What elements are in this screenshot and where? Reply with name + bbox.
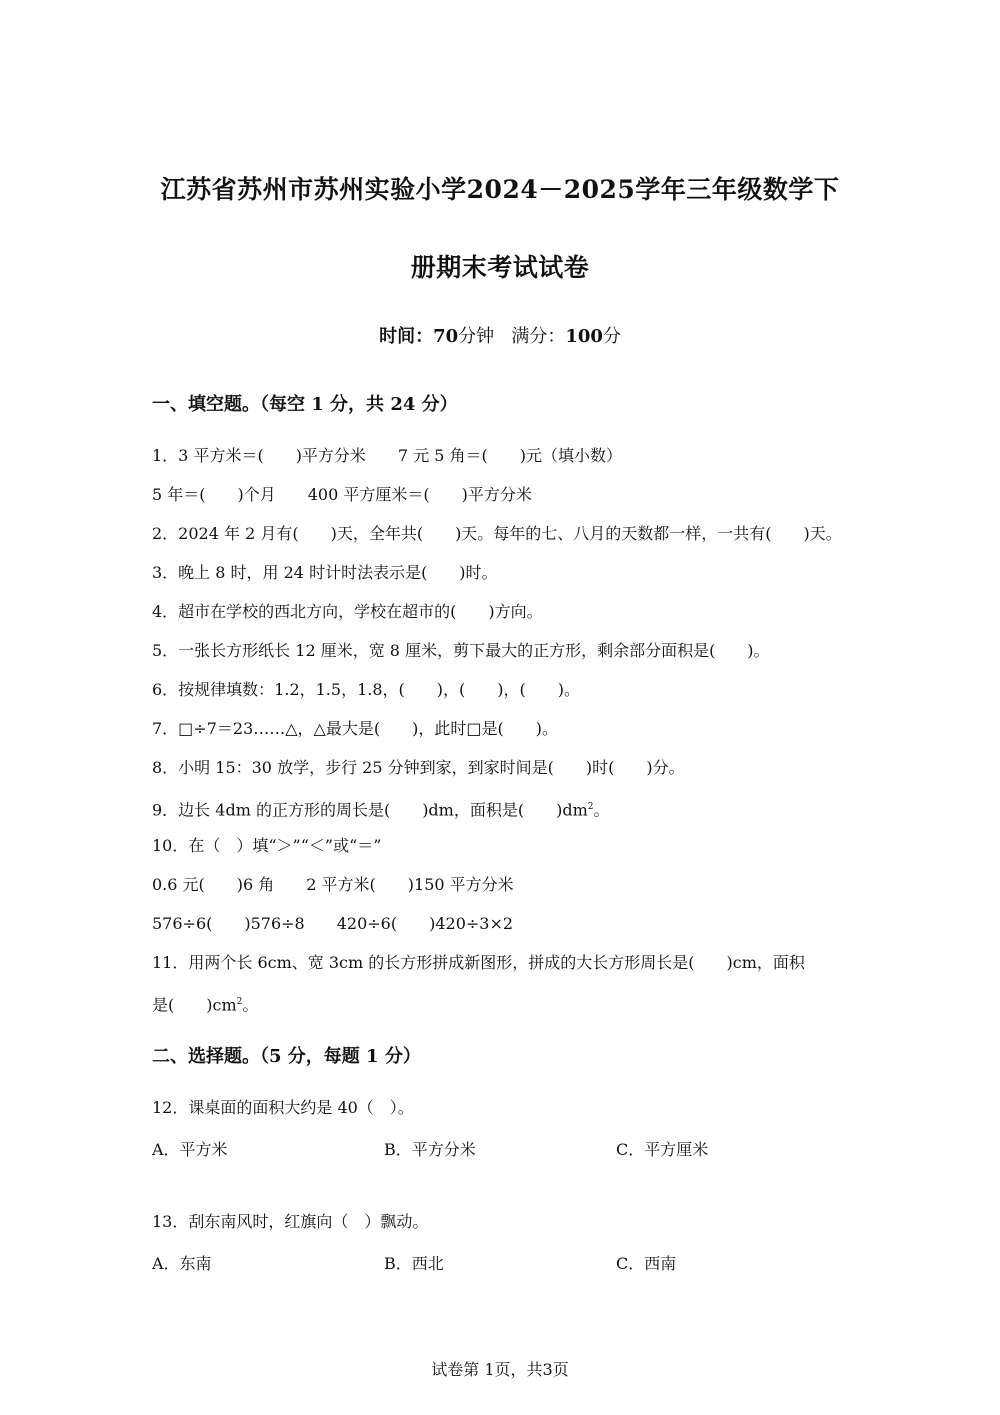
question-12-option-a: A．平方米 bbox=[152, 1140, 228, 1159]
score-value: 100 bbox=[565, 326, 603, 347]
exam-meta bbox=[0, 322, 1000, 348]
section-fill-in-heading: 一、填空题。（每空 1 分，共 24 分） bbox=[152, 394, 458, 415]
question-9-text: 9．边长 4dm 的正方形的周长是( )dm，面积是( )dm bbox=[152, 800, 588, 820]
question-8: 8．小明 15：30 放学，步行 25 分钟到家，到家时间是( )时( )分。 bbox=[152, 758, 685, 777]
time-unit: 分钟 bbox=[458, 326, 495, 347]
question-11-tail: 。 bbox=[242, 995, 259, 1015]
question-13-option-a: A．东南 bbox=[152, 1254, 212, 1273]
question-1-line-a: 1．3 平方米＝( )平方分米 7 元 5 角＝( )元（填小数） bbox=[152, 446, 623, 465]
question-2: 2．2024 年 2 月有( )天，全年共( )天。每年的七、八月的天数都一样，一共有( )天。 bbox=[152, 524, 842, 543]
page-footer: 试卷第 1页，共3页 bbox=[431, 1360, 569, 1379]
question-6: 6．按规律填数：1.2，1.5，1.8，( )，( )，( )。 bbox=[152, 680, 580, 699]
question-12-option-b: B．平方分米 bbox=[384, 1140, 476, 1159]
question-13: 13．刮东南风时，红旗向（ ）飘动。 bbox=[152, 1212, 429, 1231]
exam-title-line2: 册期末考试试卷 bbox=[410, 253, 590, 282]
question-11-line-b bbox=[152, 992, 258, 1015]
question-12-option-c: C．平方厘米 bbox=[616, 1140, 709, 1159]
question-9-sup: 2 bbox=[587, 802, 594, 812]
question-7: 7．□÷7＝23……△，△最大是( )，此时□是( )。 bbox=[152, 719, 558, 738]
question-3: 3．晚上 8 时，用 24 时计时法表示是( )时。 bbox=[152, 563, 498, 582]
question-13-option-c: C．西南 bbox=[616, 1254, 677, 1273]
question-13-option-b: B．西北 bbox=[384, 1254, 444, 1273]
section-choice-heading: 二、选择题。（5 分，每题 1 分） bbox=[152, 1046, 421, 1067]
question-4: 4．超市在学校的西北方向，学校在超市的( )方向。 bbox=[152, 602, 543, 621]
question-10-row-b: 576÷6( )576÷8 420÷6( )420÷3×2 bbox=[152, 914, 514, 933]
question-9 bbox=[152, 797, 610, 820]
question-10: 10．在（ ）填“＞”“＜”或“＝” bbox=[152, 836, 382, 855]
question-10-row-a: 0.6 元( )6 角 2 平方米( )150 平方分米 bbox=[152, 875, 514, 894]
question-11-line-a: 11．用两个长 6cm、宽 3cm 的长方形拼成新图形，拼成的大长方形周长是( )cm，面积 bbox=[152, 953, 805, 972]
exam-title-line1: 江苏省苏州市苏州实验小学2024－2025学年三年级数学下 bbox=[160, 175, 840, 204]
time-value: 70 bbox=[433, 326, 459, 347]
question-11-text: 是( )cm bbox=[152, 995, 237, 1015]
time-label: 时间： bbox=[379, 326, 434, 347]
question-11-sup: 2 bbox=[236, 997, 243, 1007]
question-9-tail: 。 bbox=[593, 800, 610, 820]
score-unit: 分 bbox=[602, 326, 621, 347]
question-5: 5．一张长方形纸长 12 厘米，宽 8 厘米，剪下最大的正方形，剩余部分面积是( )。 bbox=[152, 641, 770, 660]
question-1-line-b: 5 年＝( )个月 400 平方厘米＝( )平方分米 bbox=[152, 485, 532, 504]
question-12: 12．课桌面的面积大约是 40（ ）。 bbox=[152, 1098, 414, 1117]
score-label: 满分： bbox=[511, 326, 566, 347]
